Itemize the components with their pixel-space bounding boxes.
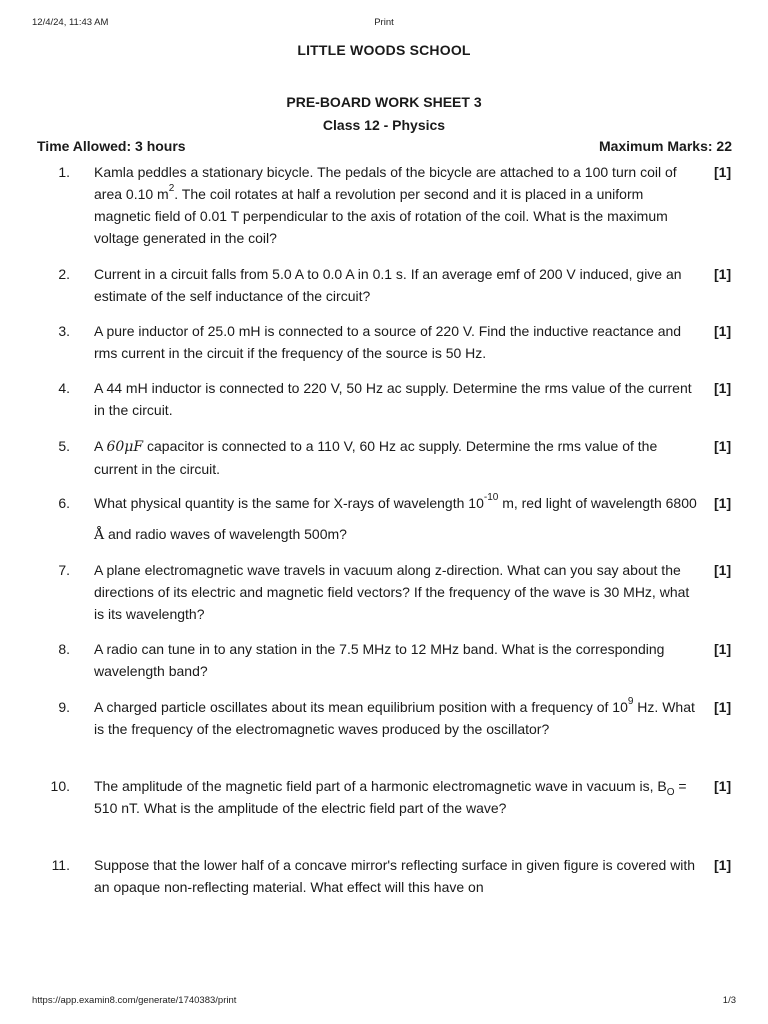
question-number: 4. (58, 380, 70, 396)
school-name: LITTLE WOODS SCHOOL (297, 42, 471, 58)
question-mark: [1] (714, 380, 732, 396)
question-number: 1. (58, 164, 70, 180)
question-number: 6. (58, 495, 70, 511)
capacitance-value: 60μF (106, 439, 144, 455)
question-text: A 44 mH inductor is connected to 220 V, 50 Hz ac supply. Determine the rms value of the current in the circuit. (94, 380, 692, 418)
question-number: 5. (58, 438, 70, 454)
page-number: 1/3 (722, 995, 736, 1006)
print-header (32, 17, 736, 31)
question-text: A plane electromagnetic wave travels in vacuum along z-direction. What can you say about the directions of its electric and magnetic field vectors? If the frequency of the wave is 30 MHz, what is its wavelength? (94, 562, 690, 622)
question-mark: [1] (714, 266, 732, 282)
question-text: A radio can tune in to any station in the 7.5 MHz to 12 MHz band. What is the corresponding wavelength band? (94, 641, 665, 679)
question-mark: [1] (714, 323, 732, 339)
time-allowed: Time Allowed: 3 hours (37, 138, 186, 154)
question-text: A 60μF capacitor is connected to a 110 V, 60 Hz ac supply. Determine the rms value of the current in the circuit. (94, 438, 658, 477)
angstrom-symbol: Å (94, 527, 105, 543)
sheet-title: PRE-BOARD WORK SHEET 3 (286, 94, 482, 110)
question-number: 3. (58, 323, 70, 339)
question-mark: [1] (714, 438, 732, 454)
question-number: 8. (58, 641, 70, 657)
print-datetime: 12/4/24, 11:43 AM (32, 17, 109, 28)
print-footer (32, 995, 736, 1009)
question-text: The amplitude of the magnetic field part of a harmonic electromagnetic wave in vacuum is, $B_O = 510$ nT. What is the amplitude of the electric field part of the wave? (94, 778, 687, 816)
question-mark: [1] (714, 778, 732, 794)
class-title: Class 12 - Physics (322, 117, 446, 133)
question-text: Kamla peddles a stationary bicycle. The pedals of the bicycle are attached to a 100 turn coil of area 0.10 $m^2$. The coil rotates at half a revolution per second and it is placed in a uniform magnetic field of 0.01 T perpendicular to the axis of rotation of the coil. What is the maximum voltage generated in the coil? (94, 164, 677, 246)
question-number: 7. (58, 562, 70, 578)
question-mark: [1] (714, 857, 732, 873)
print-label: Print (374, 17, 394, 28)
page-url[interactable]: https://app.examin8.com/generate/1740383/print (32, 995, 237, 1006)
question-text: Suppose that the lower half of a concave mirror's reflecting surface in given figure is covered with an opaque non-reflecting material. What effect will this have on (94, 857, 696, 895)
question-mark: [1] (714, 495, 732, 511)
question-text: Current in a circuit falls from 5.0 A to 0.0 A in 0.1 s. If an average emf of 200 V induced, give an estimate of the self inductance of the circuit? (94, 266, 682, 304)
question-mark: [1] (714, 164, 732, 180)
question-number: 2. (58, 266, 70, 282)
maximum-marks: Maximum Marks: 22 (598, 138, 732, 154)
question-text: What physical quantity is the same for X-rays of wavelength $10^{-10}$ m, red light of wavelength 6800 Å and radio waves of wavelength 500m? (94, 492, 697, 543)
exam-meta (37, 138, 732, 156)
question-number: 11. (51, 857, 70, 873)
question-mark: [1] (714, 641, 732, 657)
question-number: 9. (58, 699, 70, 715)
question-text: A pure inductor of 25.0 mH is connected to a source of 220 V. Find the inductive reactance and rms current in the circuit if the frequency of the source is 50 Hz. (94, 323, 682, 361)
question-text: A charged particle oscillates about its mean equilibrium position with a frequency of $10^9$ Hz. What is the frequency of the electromagnetic waves produced by the oscillator? (94, 696, 695, 737)
question-number: 10. (50, 778, 70, 794)
question-mark: [1] (714, 562, 732, 578)
question-mark: [1] (714, 699, 732, 715)
